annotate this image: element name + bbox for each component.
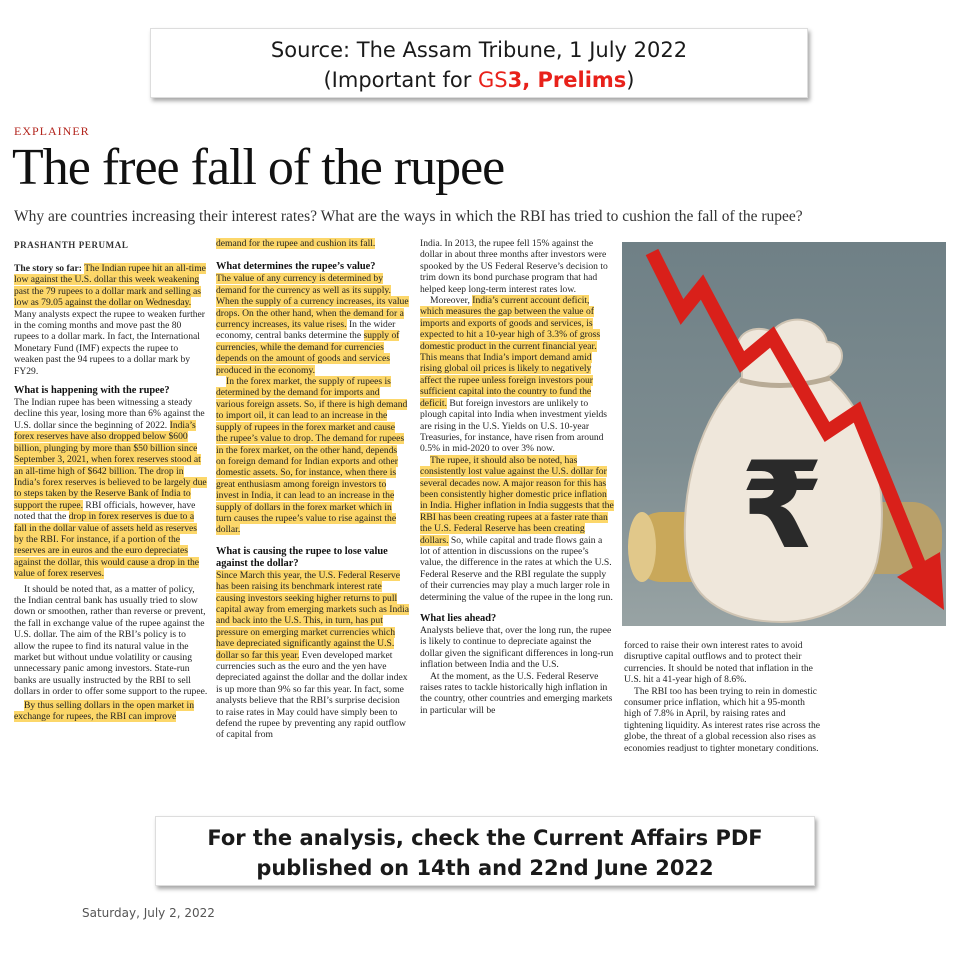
paragraph: At the moment, as the U.S. Federal Reserve raises rates to tackle historically high inflation in the country, other countries and emerging markets in particular will be (420, 670, 613, 716)
paragraph: forced to raise their own interest rates to avoid disruptive capital outflows and to protect their currencies. It should be noted that inflation in the U.S. hit a 41-year high of 8.6%. (624, 640, 813, 686)
rupee-bag-photo (622, 242, 946, 626)
paragraph (14, 397, 208, 580)
article-column-1 (14, 263, 208, 722)
paragraph (216, 238, 409, 249)
story-paragraph (14, 263, 208, 377)
text: The Indian rupee has been witnessing a steady decline this year, losing more than 6% against the U.S. dollar since the beginning of 2022. (14, 397, 205, 431)
importance-prefix: (Important for (323, 68, 479, 92)
article-column-4 (624, 640, 820, 754)
paragraph (216, 570, 409, 741)
paragraph (14, 700, 208, 723)
text: Moreover, (430, 295, 470, 307)
highlight: India’s current account deficit, which measures the gap between the value of imports and exports of goods and services, is expected to hit a 10-year high of 3.3% of gross domestic product in the current financial year. This means that India’s import demand amid rising global oil prices is likely to negatively affect the rupee unless foreign investors pour sufficient capital into the country to fund the deficit. (420, 295, 601, 409)
paragraph (420, 295, 614, 455)
highlight: drop in forex reserves is due to a fall in the dollar value of assets held as reserves by the RBI. For instance, if a portion of the reserves are in euros and the euro depreciates against the dollar, this would cause a drop in the value of forex reserves. (14, 511, 200, 580)
highlight: The rupee, it should also be noted, has consistently lost value against the U.S. dollar for several decades now. A major reason for this has been consistently higher domestic price inflation in India. Higher inflation in India suggests that the RBI has been creating rupees at a faster rate than the U.S. Federal Reserve has been creating dollars. (420, 454, 614, 546)
text: Even developed market currencies such as the euro and the yen have depreciated against the dollar and the dollar index is up more than 9% so far this year. In fact, some analysts believe that the RBI’s surprise decision to raise rates in May could have simply been to defend the rupee by preventing any rapid outflow of capital from (216, 649, 408, 741)
article-column-3 (420, 238, 614, 716)
footer-date: Saturday, July 2, 2022 (82, 906, 215, 920)
paragraph (420, 455, 614, 603)
story-label: The story so far: (14, 263, 82, 274)
highlight: The value of any currency is determined by demand for the currency as well as its supply. When the supply of a currency increases, its value drops. On the other hand, when the demand for a currency increases, its value rises. (216, 273, 409, 331)
highlight: India’s forex reserves have also dropped below $600 billion, plunging by more than $50 billion since September 3, 2021, when forex reserves stood at an all-time high of $642 billion. The drop in India’s forex reserves is believed to be largely due to steps taken by the Reserve Bank of India to support the rupee. (14, 419, 207, 511)
text: But foreign investors are unlikely to plough capital into India when investment yields are rising in the U.S. Yields on U.S. 10-year Treasuries, for instance, have risen from around 0.5% in mid-2020 to over 3% now. (420, 397, 608, 455)
highlight: In the forex market, the supply of rupees is determined by the demand for imports and various foreign assets. So, if there is high demand to import oil, it can lead to an increase in the supply of rupees in the forex market and cause the rupee’s value to drop. The demand for rupees in the forex market, on the other hand, depends on foreign demand for Indian exports and other domestic assets. So, for instance, when there is great enthusiasm among foreign investors to invest in India, it can lead to an increase in the supply of dollars in the forex market which in turn causes the rupee’s value to rise against the dollar. (216, 376, 408, 536)
analysis-line-1: For the analysis, check the Current Affairs PDF (207, 826, 763, 850)
gs-prelims-label: 3, Prelims (507, 68, 627, 92)
byline: PRASHANTH PERUMAL (14, 240, 129, 250)
analysis-banner (155, 816, 815, 886)
paragraph: Analysts believe that, over the long run, the rupee is likely to continue to depreciate against the dollar given the significant differences in long-run inflation between India and the U.S. (420, 625, 614, 671)
highlight: demand for the rupee and cushion its fall. (216, 238, 376, 249)
paragraph: It should be noted that, as a matter of policy, the Indian central bank has usually tried to slow down or smoothen, rather than reverse or prevent, the fall in exchange value of the rupee against the U.S. dollar. The aim of the RBI’s policy is to allow the rupee to find its natural value in the market but without undue volatility or causing unnecessary panic among investors. State-run banks are usually instructed by the RBI to sell dollars in order to offer some support to the rupee. (14, 583, 208, 698)
highlight: By thus selling dollars in the open market in exchange for rupees, the RBI can improve (14, 699, 194, 723)
kicker-label: EXPLAINER (14, 124, 90, 138)
article-headline: The free fall of the rupee (12, 139, 505, 196)
highlight: The Indian rupee hit an all-time low against the U.S. dollar this week weakening past the 79 rupees to a dollar mark and selling as low as 79.05 against the dollar on Wednesday. (14, 263, 206, 309)
banknote-roll-end (628, 512, 656, 582)
section-heading: What determines the rupee’s value? (216, 261, 376, 273)
gs-label: GS (478, 68, 508, 92)
highlight: supply of currencies, while the demand for currencies depends on the amount of goods and services produced in the economy. (216, 330, 400, 376)
text: RBI officials, however, have noted that the (14, 499, 196, 523)
rupee-bag-illustration (622, 242, 946, 626)
analysis-line-2: published on 14th and 22nd June 2022 (256, 856, 714, 880)
paragraph: India. In 2013, the rupee fell 15% against the dollar in about three months after investors were spooked by the US Federal Reserve’s decision to trim down its bond purchase program that had helped keep long-term interest rates low. (420, 238, 608, 295)
rupee-symbol: ₹ (740, 437, 824, 576)
paragraph: The RBI too has been trying to rein in domestic consumer price inflation, which hit a 95-month high of 7.8% in April, by raising rates and tightening liquidity. As interest rates rise across the globe, the threat of a global recession also rises as economies readjust to tighter monetary conditions. (624, 685, 821, 754)
article-column-2 (216, 238, 409, 741)
text: So, while capital and trade flows gain a lot of attention in discussions on the rupee’s value, the difference in the rates at which the U.S. Federal Reserve and the RBI regulate the supply of their currencies may play a much larger role in determining the value of the rupee in the long run. (420, 534, 613, 603)
importance-line (151, 65, 807, 95)
section-heading: What is happening with the rupee? (14, 385, 170, 397)
text: In the wider economy, central banks determine the (216, 319, 396, 342)
highlight: Since March this year, the U.S. Federal Reserve has been raising its benchmark interest rate causing investors seeking higher returns to pull capital away from emerging markets such as India and back into the U.S. This, in turn, has put pressure on emerging market currencies which have depreciated significantly against the U.S. dollar so far this year. (216, 569, 409, 661)
text: Many analysts expect the rupee to weaken further in the coming months and move past the 80 rupees to a dollar mark. In fact, the International Monetary Fund (IMF) expects the rupee to weaken past the 94 rupees to a dollar mark by FY29. (14, 308, 205, 377)
paragraph (216, 376, 409, 536)
article-subhead: Why are countries increasing their interest rates? What are the ways in which the RBI has tried to cushion the fall of the rupee? (14, 208, 803, 225)
section-heading: What is causing the rupee to lose value against the dollar? (216, 545, 388, 569)
paragraph (216, 273, 409, 376)
source-banner (150, 28, 808, 98)
section-heading: What lies ahead? (420, 613, 497, 624)
source-line: Source: The Assam Tribune, 1 July 2022 (270, 38, 688, 62)
importance-suffix: ) (626, 68, 635, 92)
